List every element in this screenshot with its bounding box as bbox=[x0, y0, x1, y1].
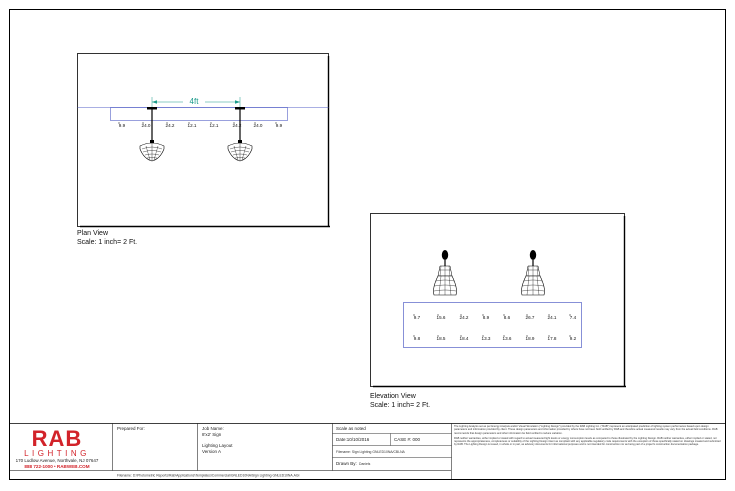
prepared-for-label: Prepared For: bbox=[117, 426, 145, 431]
dimension-label: 4ft bbox=[189, 97, 199, 106]
plan-view bbox=[77, 54, 330, 247]
elevation-view bbox=[370, 214, 626, 410]
drawn-by-label: Drawn By: bbox=[336, 461, 357, 466]
calc-point: 12.1 bbox=[209, 123, 219, 128]
calc-point: 24.2 bbox=[165, 123, 175, 128]
calc-point: 24.2 bbox=[232, 123, 242, 128]
calc-point: 18.5 bbox=[436, 336, 446, 341]
calc-point: 18.9 bbox=[525, 336, 535, 341]
brand-logo-subtext: LIGHTING bbox=[24, 449, 90, 458]
case-number-field: CASE #: 000 bbox=[394, 437, 421, 442]
date-field: Date:10/10/2016 bbox=[336, 437, 370, 442]
calc-point: 24.1 bbox=[547, 315, 557, 320]
disclaimer-area bbox=[454, 425, 722, 477]
elevation-view-title: Elevation View bbox=[370, 393, 416, 400]
version-label: Version A bbox=[202, 449, 222, 454]
company-phone-web: 888 722-1000 • RABWEB.COM bbox=[24, 464, 90, 469]
plan-view-frame bbox=[78, 54, 329, 227]
calc-point: 7.4 bbox=[569, 315, 577, 320]
plan-view-scale: Scale: 1 inch= 2 Ft. bbox=[77, 239, 138, 246]
calc-point: 13.3 bbox=[481, 336, 491, 341]
drawn-by-value: Daniels bbox=[359, 462, 371, 466]
calc-point: 24.2 bbox=[459, 315, 469, 320]
calc-point: 9.2 bbox=[569, 336, 577, 341]
elevation-view-frame bbox=[371, 214, 625, 387]
calc-point: 26.7 bbox=[525, 315, 535, 320]
layout-label: Lighting Layout bbox=[202, 443, 233, 448]
calc-point: 24.0 bbox=[141, 123, 151, 128]
rab-logo bbox=[24, 426, 90, 458]
job-name-label: Job Name: bbox=[202, 426, 224, 431]
elevation-view-scale: Scale: 1 inch= 2 Ft. bbox=[370, 402, 431, 409]
calc-point: 9.7 bbox=[413, 315, 421, 320]
company-address: 170 Ludlow Avenue, Northvale, NJ 07647 bbox=[15, 458, 99, 463]
calc-point: 24.0 bbox=[253, 123, 263, 128]
job-name-value: 8'x2' Sign bbox=[202, 432, 222, 437]
calc-point: 13.6 bbox=[502, 336, 512, 341]
calc-point: 12.1 bbox=[187, 123, 197, 128]
file-path: Filename: D:\Photometric Reports\Rab\Applications\Templates\Commercial\GNLED10NA\Sign Lighting GNLED10NA.AGI bbox=[117, 473, 300, 478]
plan-view-title: Plan View bbox=[77, 230, 109, 237]
brand-logo-text: RAB bbox=[31, 426, 83, 451]
calc-point: 9.9 bbox=[275, 123, 283, 128]
calc-point: 9.8 bbox=[413, 336, 421, 341]
calc-point: 8.9 bbox=[482, 315, 490, 320]
calc-point: 8.6 bbox=[503, 315, 511, 320]
calc-point: 18.4 bbox=[459, 336, 469, 341]
filename-field: Filename: Sign Lighting GNLED10NA/CBLNA bbox=[336, 450, 405, 454]
calc-point: 15.6 bbox=[436, 315, 446, 320]
scale-note: Scale as noted bbox=[336, 426, 366, 431]
disclaimer-paragraph-2: RAB neither warranties, either implied or stated with regard to actual measured light levels or energy consumption levels as compared to those illustrated by the Lighting Design. RAB neither warranties, either implied or stated, nor represents the appropriateness, completeness or suitability of the Lighting Design intent as compliant with any applicable regulatory code requirements with the exception of those specifically stated on drawings created and submitted by RAB. The Lighting Design is issued, in whole or in part, as advisory documents for informational purposes and is not intended for construction nor as being part of a project's construction documentation package. bbox=[454, 436, 721, 447]
title-block bbox=[10, 424, 726, 480]
disclaimer-paragraph-1: The Lighting Analysis set as per Energy Analysis and/or Visual Simulation ("Lighting Design") provided by the RAB Lighting Inc. ("RAB") represent an anticipated prediction of lighting system performance based upon design parameters and information provided by client. These design parameters and information provided by others have not been field verified by RAB and therefore actual measured results may vary from the actual field conditions. RAB recommends that design parameters and other information be field verified to reduce variation. bbox=[454, 425, 718, 435]
calc-point: 9.9 bbox=[118, 123, 126, 128]
calc-point: 17.8 bbox=[547, 336, 557, 341]
